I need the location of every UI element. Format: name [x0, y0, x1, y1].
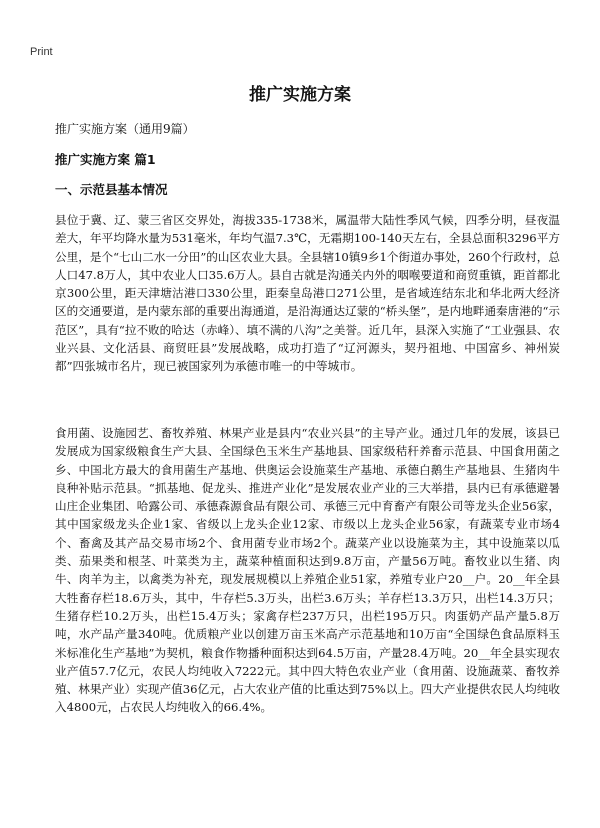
- paragraph-county-overview: 县位于冀、辽、蒙三省区交界处，海拔335-1738米，属温带大陆性季风气候，四季分明，昼夜温差大，年平均降水量为531毫米，年均气温7.3℃，无霜期100-140天左右，全县总面积3296平方公里，是个“七山二水一分田”的山区农业大县。全县辖10镇9乡1个街道办事处，260个行政村，总人口47.8万人，其中农业人口35.6万人。县自古就是沟通关内外的咽喉要道和商贸重镇，距首都北京300公里，距天津塘沽港口330公里，距秦皇岛港口271公里，是省域连结东北和华北两大经济区的交通要道，是内蒙东部的重要出海通道，是沿海通达辽蒙的“桥头堡”，是内地畔通秦唐港的“示范区”，具有“拉不败的哈达（赤峰）、填不满的八沟”之美誉。近几年，县深入实施了“工业强县、农业兴县、文化活县、商贸旺县”发展战略，成功打造了“辽河源头，契丹祖地、中国富乡、神州炭都”四张城市名片，现已被国家列为承德市唯一的中等城市。: [55, 213, 560, 374]
- document-subtitle: 推广实施方案（通用9篇）: [55, 122, 195, 136]
- paragraph-leading-industries: 食用菌、设施园艺、畜牧养殖、林果产业是县内“农业兴县”的主导产业。通过几年的发展，该县已发展成为国家级粮食生产大县、全国绿色玉米生产基地县、国家级秸秆养畜示范县、中国食用菌之乡、中国北方最大的食用菌生产基地、供奥运会设施菜生产基地、承德白鹅生产基地县、生猪肉牛良种补贴示范县。“抓基地、促龙头、推进产业化”是发展农业产业的三大举措，县内已有承德避暑山庄企业集团、哈露公司、承德森源食品有限公司、承德三元中育畜产有限公司等龙头企业56家，其中国家级龙头企业1家、省级以上龙头企业12家、市级以上龙头企业56家，有蔬菜专业市场4个、畜禽及其产品交易市场2个、食用菌专业市场2个。蔬菜产业以设施菜为主，其中设施菜以瓜类、茄果类和根茎、叶菜类为主，蔬菜种植面积达到9.8万亩，产量56万吨。畜牧业以生猪、肉牛、肉羊为主，以禽类为补充，现发展规模以上养殖企业51家，养殖专业户20__户。20__年全县大牲畜存栏18.6万头，其中，牛存栏5.3万头，出栏3.6万头；羊存栏13.3万只，出栏14.3万只；生猪存栏10.2万头，出栏15.4万头；家禽存栏237万只，出栏195万只。肉蛋奶产品产量5.8万吨，水产品产量340吨。优质粮产业以创建万亩玉米高产示范基地和10万亩“全国绿色食品原料玉米标准化生产基地”为契机，粮食作物播种面积达到64.5万亩，产量28.4万吨。20__年全县实现农业产值57.7亿元，农民人均纯收入7222元。其中四大特色农业产业（食用菌、设施蔬菜、畜牧养殖、林果产业）实现产值36亿元，占大农业产值的比重达到75%以上。四大产业提供农民人均纯收入4800元，占农民人均纯收入的66.4%。: [55, 426, 560, 715]
- chapter-title: 推广实施方案 篇1: [55, 152, 156, 167]
- print-label: Print: [30, 46, 53, 58]
- section-title: 一、示范县基本情况: [55, 182, 168, 197]
- document-title: 推广实施方案: [249, 85, 351, 105]
